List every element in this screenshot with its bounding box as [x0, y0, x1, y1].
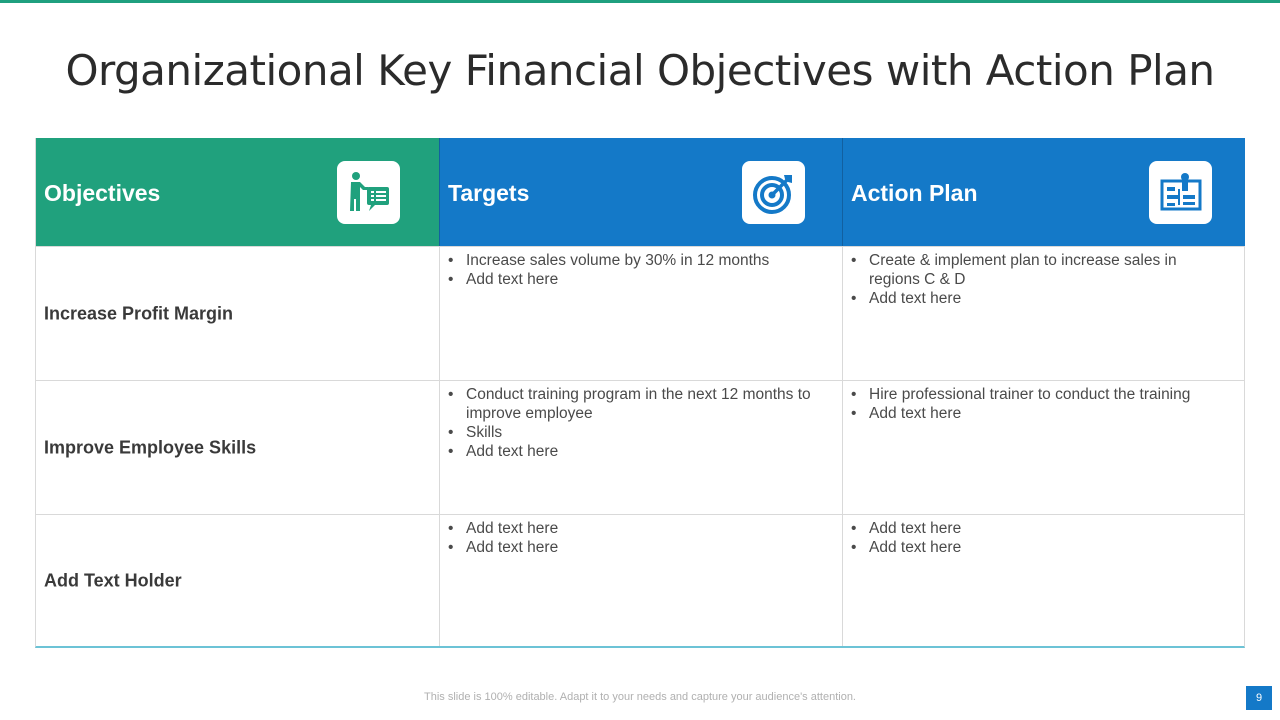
- objectives-table: [35, 138, 1245, 648]
- header-action-plan: [842, 138, 1245, 246]
- objective-label: Increase Profit Margin: [44, 303, 234, 323]
- page-title: Organizational Key Financial Objectives with Action Plan: [65, 46, 1215, 96]
- table-row: [36, 380, 439, 514]
- list-item: • Increase sales volume by 30% in 12 months: [448, 252, 770, 269]
- presenter-board-icon: [337, 161, 400, 224]
- list-item: • Add text here: [448, 271, 559, 288]
- list-item: • Add text here: [448, 520, 559, 537]
- actions-cell: [842, 380, 1245, 514]
- footer-note: This slide is 100% editable. Adapt it to your needs and capture your audience's attention.: [424, 691, 856, 703]
- targets-cell: [439, 246, 842, 380]
- list-item: • Add text here: [851, 539, 962, 556]
- list-item: • Conduct training program in the next 12 months to improve employee: [448, 386, 811, 422]
- list-item: • Add text here: [448, 539, 559, 556]
- header-targets: [439, 138, 842, 246]
- actions-cell: [842, 246, 1245, 380]
- objective-label: Improve Employee Skills: [44, 437, 257, 457]
- header-label: Action Plan: [851, 180, 978, 206]
- target-icon: [742, 161, 805, 224]
- list-item: • Add text here: [851, 290, 962, 307]
- roadmap-plan-icon: [1149, 161, 1212, 224]
- header-objectives: [36, 138, 439, 246]
- list-item: • Add text here: [851, 405, 962, 422]
- list-item: • Add text here: [851, 520, 962, 537]
- list-item: • Add text here: [448, 443, 559, 460]
- targets-cell: [439, 380, 842, 514]
- page-number: 9: [1246, 686, 1272, 710]
- actions-cell: [842, 514, 1245, 646]
- top-accent-rule: [0, 0, 1280, 3]
- table-row: [36, 246, 439, 380]
- list-item: • Hire professional trainer to conduct the training: [851, 386, 1191, 403]
- table-row: [36, 514, 439, 646]
- header-label: Objectives: [44, 180, 161, 206]
- objective-label: Add Text Holder: [44, 570, 182, 590]
- header-label: Targets: [448, 180, 530, 206]
- list-item: • Skills: [448, 424, 503, 441]
- list-item: • Create & implement plan to increase sales in regions C & D: [851, 252, 1177, 288]
- targets-cell: [439, 514, 842, 646]
